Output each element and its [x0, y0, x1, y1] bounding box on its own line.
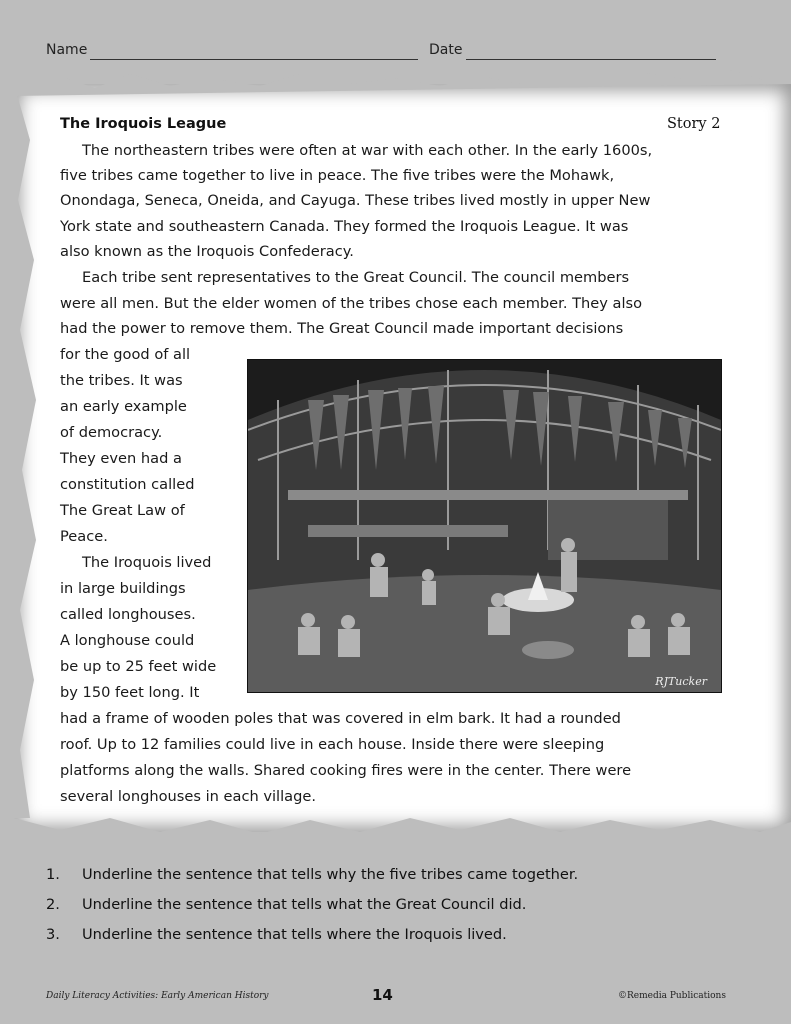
story-line: Peace.	[60, 528, 108, 545]
story-line: Each tribe sent representatives to the Great Council. The council members	[82, 269, 630, 286]
question-number: 2.	[46, 896, 60, 913]
story-line: had the power to remove them. The Great Council made important decisions	[60, 320, 624, 337]
story-line: several longhouses in each village.	[60, 788, 316, 805]
story-line: in large buildings	[60, 580, 186, 597]
story-line: called longhouses.	[60, 606, 196, 623]
story-line: They even had a	[60, 450, 182, 467]
story-number: Story 2	[667, 116, 721, 132]
question-text: Underline the sentence that tells where the Iroquois lived.	[82, 926, 507, 943]
question-text: Underline the sentence that tells what the Great Council did.	[82, 896, 527, 913]
longhouse-illustration	[247, 359, 722, 693]
story-line: The northeastern tribes were often at war with each other. In the early 1600s,	[82, 142, 653, 159]
story-line: York state and southeastern Canada. They formed the Iroquois League. It was	[60, 218, 629, 235]
story-line: were all men. But the elder women of the tribes chose each member. They also	[60, 295, 643, 312]
question-number: 1.	[46, 866, 60, 883]
story-line: by 150 feet long. It	[60, 684, 200, 701]
story-title: The Iroquois League	[60, 116, 227, 132]
name-field[interactable]	[90, 59, 418, 60]
name-label: Name	[46, 42, 88, 58]
story-line: be up to 25 feet wide	[60, 658, 217, 675]
footer-publisher: ©Remedia Publications	[618, 991, 726, 1001]
story-line: constitution called	[60, 476, 195, 493]
story-line: The Iroquois lived	[82, 554, 212, 571]
story-line: A longhouse could	[60, 632, 195, 649]
illustration-signature: RJTucker	[655, 675, 707, 688]
story-line: an early example	[60, 398, 187, 415]
story-line: roof. Up to 12 families could live in each house. Inside there were sleeping	[60, 736, 605, 753]
date-label: Date	[429, 42, 463, 58]
date-field[interactable]	[466, 59, 716, 60]
story-line: platforms along the walls. Shared cooking fires were in the center. There were	[60, 762, 632, 779]
story-line: had a frame of wooden poles that was covered in elm bark. It had a rounded	[60, 710, 621, 727]
footer-book-title: Daily Literacy Activities: Early American History	[46, 991, 269, 1001]
page-number: 14	[372, 986, 393, 1004]
story-line: the tribes. It was	[60, 372, 183, 389]
question-text: Underline the sentence that tells why the five tribes came together.	[82, 866, 579, 883]
story-line: The Great Law of	[60, 502, 185, 519]
story-line: for the good of all	[60, 346, 191, 363]
story-line: of democracy.	[60, 424, 163, 441]
question-number: 3.	[46, 926, 60, 943]
story-line: Onondaga, Seneca, Oneida, and Cayuga. These tribes lived mostly in upper New	[60, 192, 651, 209]
story-line: also known as the Iroquois Confederacy.	[60, 243, 354, 260]
story-line: five tribes came together to live in peace. The five tribes were the Mohawk,	[60, 167, 615, 184]
